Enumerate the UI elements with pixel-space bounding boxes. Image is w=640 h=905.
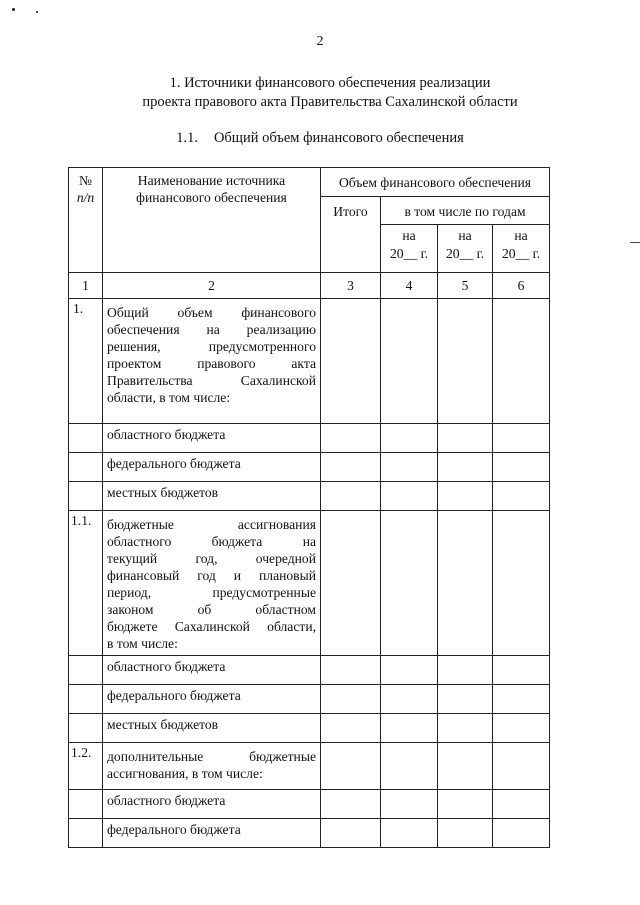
section-title-line-1: 1. Источники финансового обеспечения реализации xyxy=(169,75,491,91)
year-cell xyxy=(381,743,438,790)
column-number-row xyxy=(69,273,550,299)
year-cell xyxy=(493,511,550,656)
row-description-text xyxy=(107,516,316,635)
row-description-text xyxy=(107,748,316,765)
column-number: 5 xyxy=(438,273,493,299)
text-line: ассигнования, в том числе: xyxy=(107,766,263,781)
total-cell xyxy=(321,482,381,511)
header-year-na: на xyxy=(458,228,472,243)
text-line: бюджетные ассигнования xyxy=(107,517,316,532)
text-line: Правительства Сахалинской xyxy=(107,373,316,388)
year-cell xyxy=(381,453,438,482)
subsection-title xyxy=(0,130,640,147)
year-cell xyxy=(493,743,550,790)
table-row xyxy=(69,656,550,685)
column-number: 2 xyxy=(103,273,321,299)
year-cell xyxy=(438,714,493,743)
column-number: 1 xyxy=(69,273,103,299)
year-cell xyxy=(381,482,438,511)
header-year-2 xyxy=(438,225,493,273)
row-description: федерального бюджета xyxy=(103,819,321,848)
page-number: 2 xyxy=(316,34,324,49)
row-description xyxy=(103,511,321,656)
year-cell xyxy=(381,299,438,424)
year-cell xyxy=(493,656,550,685)
text-line: области, в том числе: xyxy=(107,390,231,405)
row-number xyxy=(69,790,103,819)
total-cell xyxy=(321,714,381,743)
year-cell xyxy=(438,424,493,453)
subsection-number: 1.1. xyxy=(176,130,198,146)
header-volume: Объем финансового обеспечения xyxy=(321,168,550,197)
total-cell xyxy=(321,453,381,482)
year-cell xyxy=(493,299,550,424)
year-cell xyxy=(381,511,438,656)
header-year-value: 20__ г. xyxy=(389,246,429,261)
year-cell xyxy=(493,424,550,453)
table-row xyxy=(69,714,550,743)
total-cell xyxy=(321,656,381,685)
row-description: областного бюджета xyxy=(103,656,321,685)
row-number xyxy=(69,819,103,848)
year-cell xyxy=(438,656,493,685)
header-source-name xyxy=(103,168,321,273)
header-year-value: 20__ г. xyxy=(445,246,485,261)
text-line: в том числе: xyxy=(107,636,178,651)
table-row xyxy=(69,819,550,848)
table-row xyxy=(69,424,550,453)
year-cell xyxy=(438,790,493,819)
text-line: решения, предусмотренного xyxy=(107,339,316,354)
table-row xyxy=(69,299,550,424)
table-row xyxy=(69,453,550,482)
table-header-row xyxy=(69,168,550,197)
row-description: федерального бюджета xyxy=(103,453,321,482)
header-by-years: в том числе по годам xyxy=(381,197,550,225)
row-description xyxy=(103,743,321,790)
table-row xyxy=(69,511,550,656)
total-cell xyxy=(321,424,381,453)
total-cell xyxy=(321,743,381,790)
year-cell xyxy=(438,743,493,790)
total-cell xyxy=(321,511,381,656)
column-number: 3 xyxy=(321,273,381,299)
header-source-name-line-1: Наименование источника xyxy=(137,173,286,188)
total-cell xyxy=(321,299,381,424)
text-line: обеспечения на реализацию xyxy=(107,322,316,337)
year-cell xyxy=(381,714,438,743)
row-description: федерального бюджета xyxy=(103,685,321,714)
row-number xyxy=(69,424,103,453)
row-description: местных бюджетов xyxy=(103,714,321,743)
text-line: дополнительные бюджетные xyxy=(107,749,316,764)
row-description xyxy=(103,299,321,424)
year-cell xyxy=(493,714,550,743)
text-line: финансовый год и плановый xyxy=(107,568,316,583)
total-cell xyxy=(321,819,381,848)
table-row xyxy=(69,685,550,714)
year-cell xyxy=(381,656,438,685)
row-description: местных бюджетов xyxy=(103,482,321,511)
section-title-line-2: проекта правового акта Правительства Сахалинской области xyxy=(142,94,518,110)
year-cell xyxy=(493,685,550,714)
header-number xyxy=(69,168,103,273)
row-description-text xyxy=(107,304,316,389)
year-cell xyxy=(438,685,493,714)
row-description: областного бюджета xyxy=(103,424,321,453)
year-cell xyxy=(381,790,438,819)
row-number xyxy=(69,685,103,714)
year-cell xyxy=(381,424,438,453)
year-cell xyxy=(438,511,493,656)
year-cell xyxy=(438,453,493,482)
section-title xyxy=(0,74,640,112)
row-number xyxy=(69,453,103,482)
header-year-value: 20__ г. xyxy=(502,246,541,261)
year-cell xyxy=(493,453,550,482)
scan-speck xyxy=(36,11,38,13)
text-line: текущий год, очередной xyxy=(107,551,316,566)
text-line: бюджете Сахалинской области, xyxy=(107,619,316,634)
year-cell xyxy=(381,819,438,848)
finance-table xyxy=(68,167,550,848)
header-year-na: на xyxy=(402,228,416,243)
text-line: законом об областном xyxy=(107,602,316,617)
total-cell xyxy=(321,790,381,819)
header-year-na: на xyxy=(514,228,528,243)
column-number: 4 xyxy=(381,273,438,299)
scan-speck xyxy=(12,8,15,11)
header-number-abbr: п/п xyxy=(76,190,95,205)
table-row xyxy=(69,790,550,819)
text-line: областного бюджета на xyxy=(107,534,316,549)
header-year-1 xyxy=(381,225,438,273)
year-cell xyxy=(438,482,493,511)
year-cell xyxy=(438,299,493,424)
text-line: проектом правового акта xyxy=(107,356,316,371)
table-row xyxy=(69,743,550,790)
row-number: 1. xyxy=(69,299,103,424)
row-number xyxy=(69,482,103,511)
header-source-name-line-2: финансового обеспечения xyxy=(136,190,287,205)
text-line: Общий объем финансового xyxy=(107,305,316,320)
year-cell xyxy=(493,482,550,511)
year-cell xyxy=(493,819,550,848)
year-cell xyxy=(438,819,493,848)
row-number xyxy=(69,714,103,743)
total-cell xyxy=(321,685,381,714)
row-number: 1.1. xyxy=(69,511,103,656)
row-description: областного бюджета xyxy=(103,790,321,819)
year-cell xyxy=(493,790,550,819)
header-total: Итого xyxy=(321,197,381,273)
header-year-3 xyxy=(493,225,550,273)
header-number-symbol: № xyxy=(79,173,92,188)
scan-mark xyxy=(630,242,640,243)
text-line: период, предусмотренные xyxy=(107,585,316,600)
subsection-text: Общий объем финансового обеспечения xyxy=(213,130,464,146)
table-row xyxy=(69,482,550,511)
row-number xyxy=(69,656,103,685)
column-number: 6 xyxy=(493,273,550,299)
row-number: 1.2. xyxy=(69,743,103,790)
year-cell xyxy=(381,685,438,714)
